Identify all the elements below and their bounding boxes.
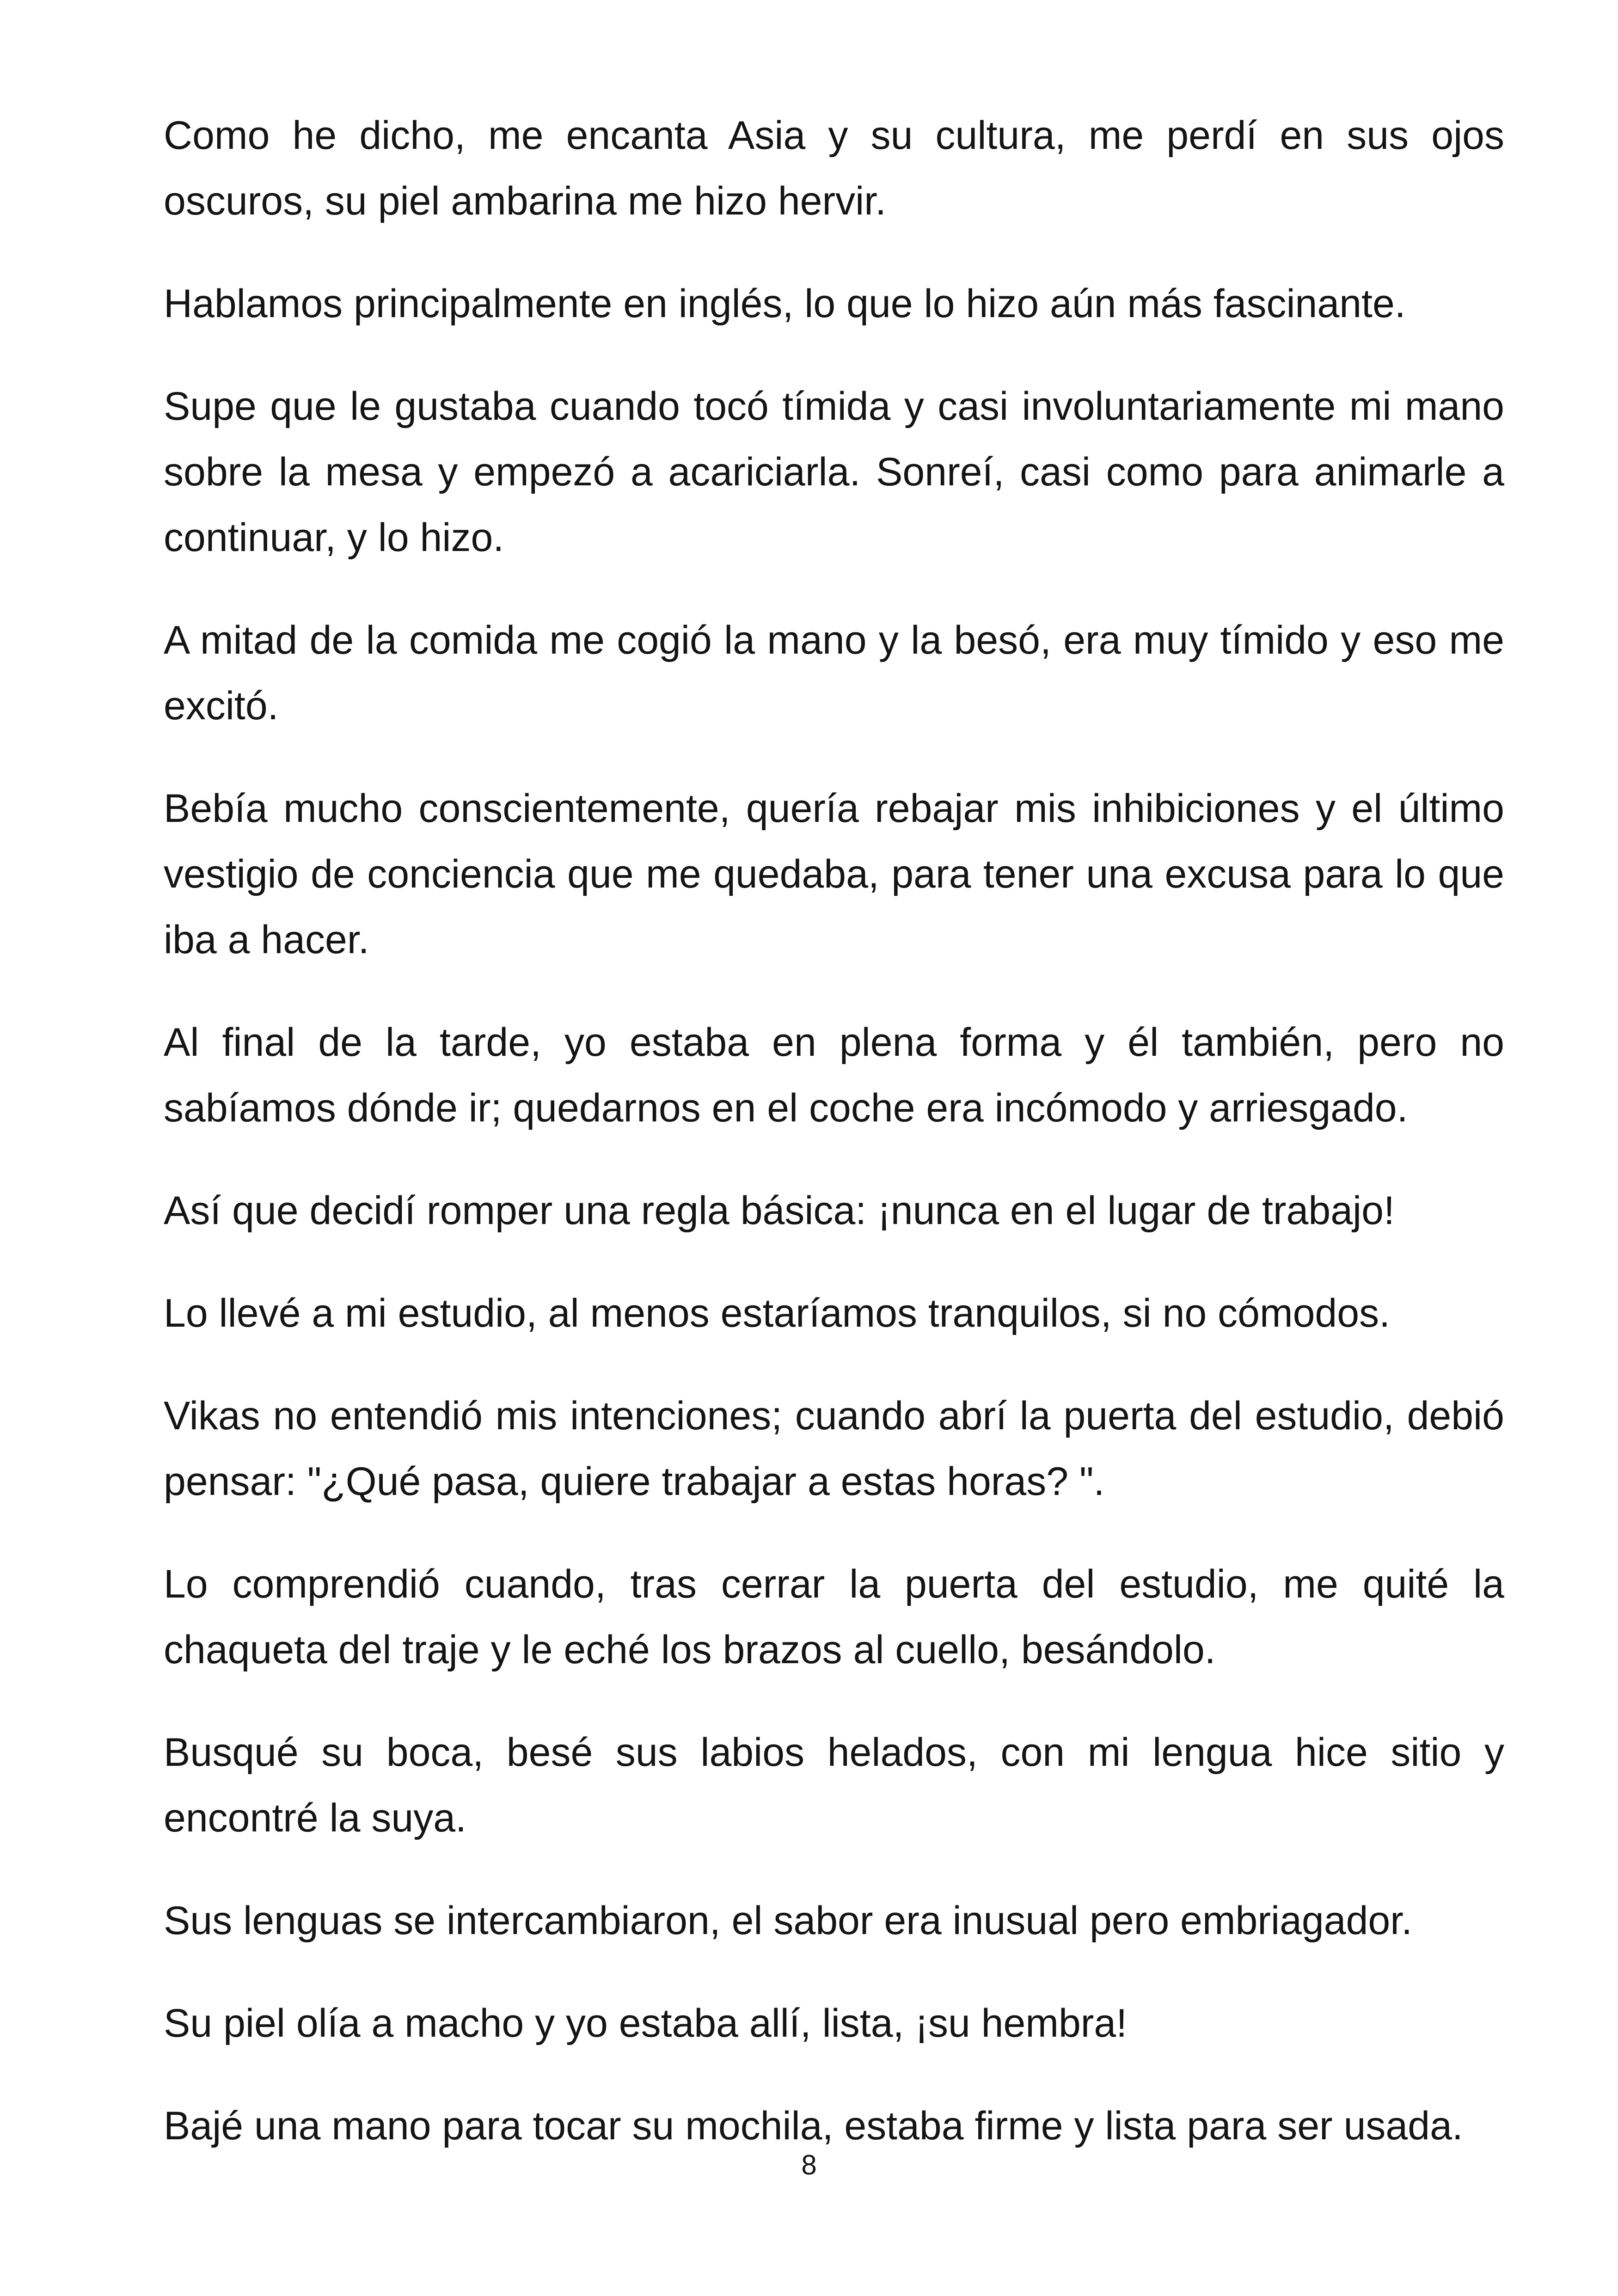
paragraph-2: Hablamos principalmente en inglés, lo que lo hizo aún más fascinante.	[164, 282, 1406, 326]
paragraph-8: Lo llevé a mi estudio, al menos estaríamos tranquilos, si no cómodos.	[164, 1291, 1390, 1335]
paragraph-5: Bebía mucho conscientemente, quería rebajar mis inhibiciones y el último vestigio de conciencia que me quedaba, para tener una excusa para lo que iba a hacer.	[164, 786, 1504, 962]
page-number: 8	[801, 2149, 817, 2180]
paragraph-10: Lo comprendió cuando, tras cerrar la puerta del estudio, me quité la chaqueta del traje y le eché los brazos al cuello, besándolo.	[164, 1562, 1504, 1672]
body-text	[164, 103, 1504, 2159]
paragraph-14: Bajé una mano para tocar su mochila, estaba firme y lista para ser usada.	[164, 2104, 1463, 2148]
paragraph-6: Al final de la tarde, yo estaba en plena forma y él también, pero no sabíamos dónde ir; quedarnos en el coche era incómodo y arriesgado.	[164, 1020, 1504, 1130]
paragraph-13: Su piel olía a macho y yo estaba allí, lista, ¡su hembra!	[164, 2001, 1128, 2045]
paragraph-1: Como he dicho, me encanta Asia y su cultura, me perdí en sus ojos oscuros, su piel ambarina me hizo hervir.	[164, 113, 1504, 223]
paragraph-4: A mitad de la comida me cogió la mano y la besó, era muy tímido y eso me excitó.	[164, 618, 1504, 728]
paragraph-9: Vikas no entendió mis intenciones; cuando abrí la puerta del estudio, debió pensar: "¿Qué pasa, quiere trabajar a estas horas? ".	[164, 1394, 1504, 1504]
paragraph-11: Busqué su boca, besé sus labios helados, con mi lengua hice sitio y encontré la suya.	[164, 1730, 1504, 1840]
paragraph-7: Así que decidí romper una regla básica: ¡nunca en el lugar de trabajo!	[164, 1188, 1395, 1233]
paragraph-3: Supe que le gustaba cuando tocó tímida y casi involuntariamente mi mano sobre la mesa y empezó a acariciarla. Sonreí, casi como para animarle a continuar, y lo hizo.	[164, 384, 1504, 560]
paragraph-12: Sus lenguas se intercambiaron, el sabor era inusual pero embriagador.	[164, 1898, 1413, 1943]
